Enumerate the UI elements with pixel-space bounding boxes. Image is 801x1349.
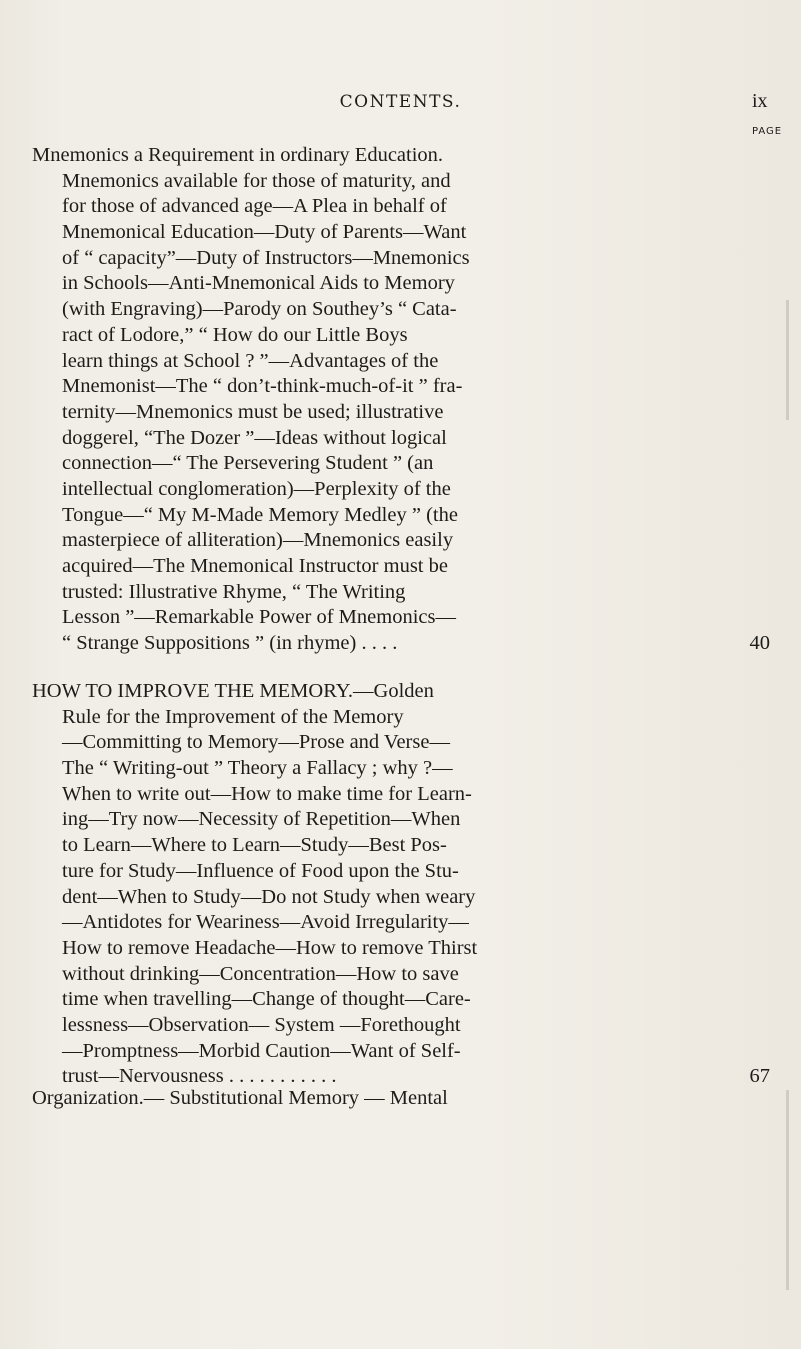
toc-entry-line-text: “ Strange Suppositions ” (in rhyme) . . . . bbox=[62, 632, 398, 655]
toc-page-ref: 67 bbox=[749, 1065, 770, 1088]
toc-entry bbox=[32, 143, 770, 657]
toc-entry-line: masterpiece of alliteration)—Mnemonics easily bbox=[62, 529, 454, 552]
page-edge-shadow bbox=[786, 300, 789, 420]
toc-entry-line: for those of advanced age—A Plea in behalf of bbox=[62, 195, 447, 218]
toc-entry-line: time when travelling—Change of thought—Care- bbox=[62, 988, 471, 1011]
toc-entry-line-text: trust—Nervousness . . . . . . . . . . . bbox=[62, 1065, 337, 1088]
toc-entry-line: doggerel, “The Dozer ”—Ideas without logical bbox=[62, 426, 447, 449]
toc-entry-line: trusted: Illustrative Rhyme, “ The Writing bbox=[62, 580, 406, 603]
toc-entry-line: HOW TO IMPROVE THE MEMORY.—Golden bbox=[32, 680, 434, 702]
toc-entry-line: dent—When to Study—Do not Study when weary bbox=[62, 885, 476, 908]
toc-entry bbox=[32, 1086, 770, 1112]
toc-entry-line: When to write out—How to make time for Learn- bbox=[62, 782, 472, 805]
toc-entry-line: How to remove Headache—How to remove Thirst bbox=[62, 936, 478, 959]
toc-entry-line: The “ Writing-out ” Theory a Fallacy ; why ?— bbox=[62, 757, 453, 780]
toc-page-ref: 40 bbox=[749, 632, 770, 655]
toc-entry-line: Tongue—“ My M-Made Memory Medley ” (the bbox=[62, 503, 458, 526]
toc-entry-line: without drinking—Concentration—How to save bbox=[62, 962, 459, 985]
running-header: CONTENTS. bbox=[339, 92, 462, 112]
page-number: ix bbox=[752, 90, 768, 112]
toc-entry-line: (with Engraving)—Parody on Southey’s “ Cata- bbox=[62, 298, 457, 321]
toc-entry-line: ing—Try now—Necessity of Repetition—When bbox=[62, 808, 461, 831]
toc-entry-line: lessness—Observation— System —Forethought bbox=[62, 1013, 461, 1036]
toc-entry-line: ternity—Mnemonics must be used; illustrative bbox=[62, 400, 444, 423]
page-column-label: PAGE bbox=[752, 126, 783, 137]
toc-entry-line: connection—“ The Persevering Student ” (an bbox=[62, 452, 434, 475]
toc-entry-line: learn things at School ? ”—Advantages of the bbox=[62, 349, 439, 372]
toc-entry-line: —Promptness—Morbid Caution—Want of Self- bbox=[62, 1039, 461, 1062]
toc-entry bbox=[32, 679, 770, 1090]
toc-entry-line: Mnemonics available for those of maturity, and bbox=[62, 169, 451, 192]
toc-entry-line: to Learn—Where to Learn—Study—Best Pos- bbox=[62, 834, 447, 857]
toc-entry-line: ture for Study—Influence of Food upon the Stu- bbox=[62, 859, 459, 882]
toc-entry-line: acquired—The Mnemonical Instructor must be bbox=[62, 555, 448, 577]
toc-entry-line: Lesson ”—Remarkable Power of Mnemonics— bbox=[62, 606, 456, 629]
toc-entry-line: Mnemonical Education—Duty of Parents—Want bbox=[62, 221, 467, 244]
toc-entry-line: —Antidotes for Weariness—Avoid Irregularity— bbox=[62, 911, 469, 934]
toc-entry-line: —Committing to Memory—Prose and Verse— bbox=[62, 731, 450, 754]
page-edge-shadow bbox=[786, 1090, 789, 1290]
toc-entry-line: Mnemonics a Requirement in ordinary Education. bbox=[32, 144, 444, 166]
toc-entry-line: intellectual conglomeration)—Perplexity of the bbox=[62, 477, 451, 500]
toc-entry-line: Organization.— Substitutional Memory — Mental bbox=[32, 1087, 448, 1109]
toc-entry-line bbox=[32, 631, 770, 657]
toc-entry-line: in Schools—Anti-Mnemonical Aids to Memory bbox=[62, 272, 455, 295]
toc-entry-line: Rule for the Improvement of the Memory bbox=[62, 705, 404, 728]
toc-entry-line: ract of Lodore,” “ How do our Little Boys bbox=[62, 323, 408, 346]
toc-entry-line: Mnemonist—The “ don’t-think-much-of-it ” fra- bbox=[62, 375, 463, 398]
toc-entry-line: of “ capacity”—Duty of Instructors—Mnemonics bbox=[62, 246, 470, 269]
